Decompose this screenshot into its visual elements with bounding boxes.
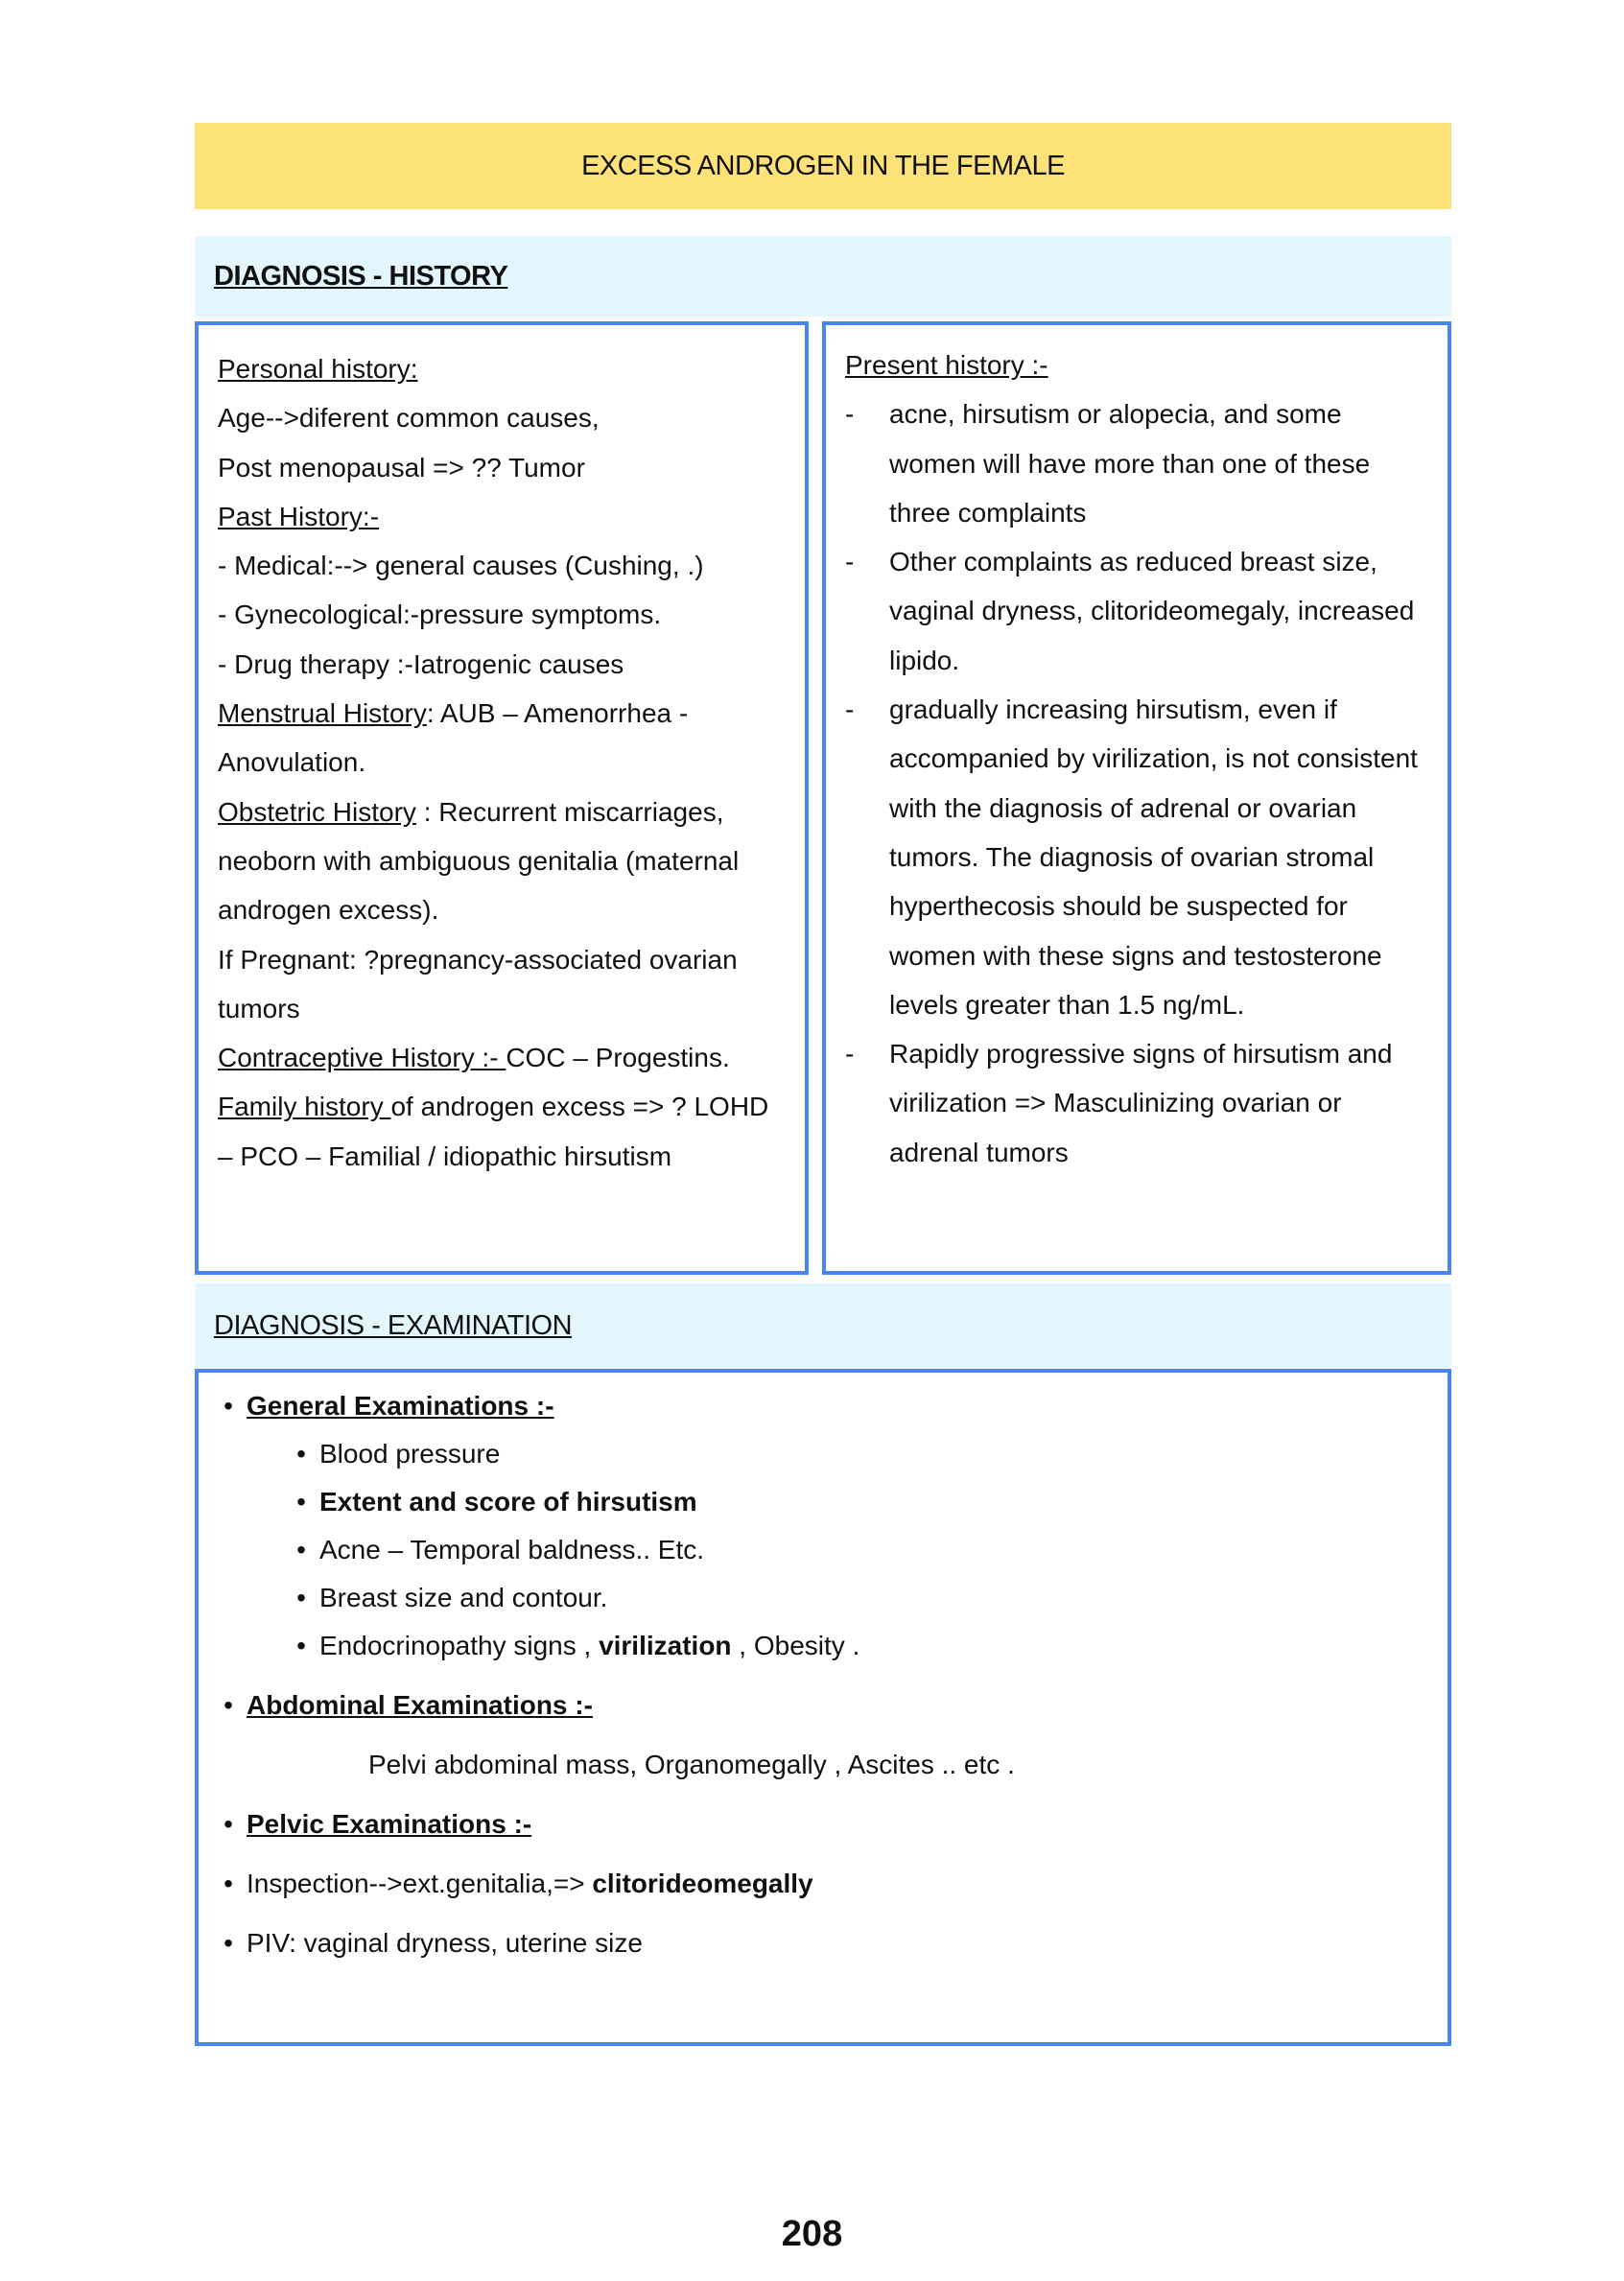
present-history-label: Present history :- <box>845 350 1048 380</box>
contraceptive-label: Contraceptive History :- <box>218 1043 506 1073</box>
family-line <box>218 1082 789 1181</box>
endo-text: Endocrinopathy signs , <box>319 1631 600 1660</box>
examination-header <box>195 1283 1451 1368</box>
page-number: 208 <box>781 2214 843 2254</box>
present-item <box>845 685 1434 1029</box>
dash-marker: - <box>845 1039 855 1070</box>
bullet-icon: • <box>224 1869 233 1898</box>
present-item <box>845 1029 1434 1177</box>
bullet-icon: • <box>296 1439 306 1469</box>
general-item <box>283 1526 1432 1574</box>
bullet-icon: • <box>296 1487 306 1517</box>
obstetric-text: : Recurrent miscarriages, neoborn with ambiguous genitalia (maternal androgen excess). <box>218 796 740 926</box>
examination-box <box>195 1369 1451 2046</box>
general-item-text: Blood pressure <box>319 1439 501 1469</box>
obstetric-label: Obstetric History <box>218 796 416 827</box>
obstetric-line <box>218 788 789 935</box>
gyn-line: - Gynecological:-pressure symptoms. <box>218 600 662 630</box>
dash-marker: - <box>845 694 855 725</box>
virilization-text: virilization <box>599 1631 732 1660</box>
title-text: EXCESS ANDROGEN IN THE FEMALE <box>581 150 1065 181</box>
general-item-text: Breast size and contour. <box>319 1583 608 1612</box>
postmeno-line: Post menopausal => ?? Tumor <box>218 452 585 482</box>
bullet-icon: • <box>296 1631 306 1660</box>
age-line: Age-->diferent common causes, <box>218 403 600 434</box>
present-item-text: acne, hirsutism or alopecia, and some women will have more than one of these three complaints <box>889 399 1371 528</box>
page-title <box>195 123 1451 209</box>
left-history-box <box>195 321 809 1275</box>
medical-line: - Medical:--> general causes (Cushing, .) <box>218 551 704 581</box>
pelvic-exam <box>210 1800 1432 1848</box>
bullet-icon: • <box>296 1583 306 1612</box>
contraceptive-line <box>218 1033 789 1082</box>
menstrual-label: Menstrual History <box>218 698 427 729</box>
bullet-icon: • <box>224 1391 233 1421</box>
general-item <box>283 1478 1432 1526</box>
piv-item <box>210 1919 1432 1967</box>
history-header-text: DIAGNOSIS - HISTORY <box>214 260 508 292</box>
bullet-icon: • <box>224 1690 233 1720</box>
bullet-icon: • <box>224 1928 233 1958</box>
present-item-text: Other complaints as reduced breast size, vaginal dryness, clitorideomegaly, increased lipido. <box>889 547 1415 675</box>
pelvic-exam-label: Pelvic Examinations :- <box>247 1809 532 1839</box>
contraceptive-text: COC – Progestins. <box>506 1043 730 1073</box>
family-text: of androgen excess => ? LOHD – PCO – Familial / idiopathic hirsutism <box>218 1092 769 1171</box>
menstrual-line <box>218 689 789 788</box>
present-item-text: gradually increasing hirsutism, even if accompanied by virilization, is not consistent with the diagnosis of adrenal or ovarian tumors. The diagnosis of ovarian stromal hyperthecosis should be suspected for women with these signs and testosterone levels greater than 1.5 ng/mL. <box>889 694 1418 1020</box>
general-item <box>283 1574 1432 1622</box>
pregnant-line: If Pregnant: ?pregnancy-associated ovarian tumors <box>218 944 738 1023</box>
menstrual-text: : AUB – Amenorrhea - Anovulation. <box>218 698 689 778</box>
general-item <box>283 1622 1432 1670</box>
general-exam-label: General Examinations :- <box>247 1391 554 1421</box>
inspection-text: Inspection-->ext.genitalia,=> <box>247 1869 593 1898</box>
bullet-icon: • <box>224 1809 233 1839</box>
past-history-label: Past History:- <box>218 501 380 531</box>
piv-text: PIV: vaginal dryness, uterine size <box>247 1928 643 1958</box>
present-item <box>845 537 1434 685</box>
examination-header-text: DIAGNOSIS - EXAMINATION <box>214 1309 573 1341</box>
drug-line: - Drug therapy :-Iatrogenic causes <box>218 648 624 679</box>
history-header <box>195 236 1451 317</box>
general-item-text: Extent and score of hirsutism <box>319 1487 697 1517</box>
right-history-box <box>822 321 1451 1275</box>
inspection-item <box>210 1860 1432 1908</box>
abdominal-text: Pelvi abdominal mass, Organomegally , Ascites .. etc . <box>368 1750 1015 1779</box>
general-exam <box>210 1382 1432 1430</box>
general-item-text: Acne – Temporal baldness.. Etc. <box>319 1535 705 1564</box>
personal-history-label: Personal history: <box>218 354 418 384</box>
abdominal-exam-label: Abdominal Examinations :- <box>247 1690 593 1720</box>
dash-marker: - <box>845 547 855 577</box>
present-item-text: Rapidly progressive signs of hirsutism and virilization => Masculinizing ovarian or adrenal tumors <box>889 1039 1393 1167</box>
family-label: Family history <box>218 1092 391 1122</box>
clitorideomegally-text: clitorideomegally <box>592 1869 813 1898</box>
bullet-icon: • <box>296 1535 306 1564</box>
general-item <box>283 1430 1432 1478</box>
obesity-text: , Obesity . <box>731 1631 860 1660</box>
present-item <box>845 389 1434 537</box>
abdominal-exam <box>210 1681 1432 1729</box>
dash-marker: - <box>845 399 855 430</box>
